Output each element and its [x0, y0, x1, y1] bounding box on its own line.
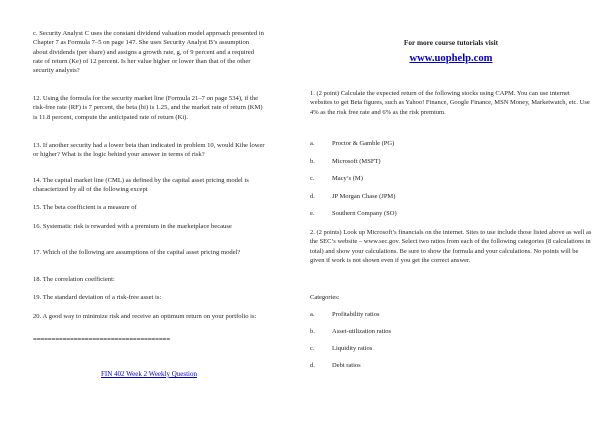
stock-letter: b.	[310, 158, 315, 165]
question-17: 17. Which of the following are assumptions of the capital asset pricing model?	[33, 249, 241, 256]
stock-name: Microsoft (MSFT)	[332, 158, 381, 165]
question-14: 14. The capital market line (CML) as defined by the capital asset pricing model is characterized by all of the following except	[33, 177, 249, 194]
question-2: 2. (2 points) Look up Microsoft’s financials on the internet. Sites to use include those listed above as well as the SEC’s website – www.sec.gov. Select two ratios from each of the following categories (8 calculations in total) and show your calculations. Be sure to show the formula and your calculations. No points will be given if work is not shown even if you get the correct answer.	[310, 229, 592, 265]
promo-url-link[interactable]: www.uophelp.com	[409, 53, 493, 64]
category-name: Profitability ratios	[332, 311, 380, 318]
question-18: 18. The correlation coefficient:	[33, 276, 115, 283]
category-name: Asset-utilization ratios	[332, 328, 392, 335]
question-13: 13. If another security had a lower beta than indicated in problem 10, would Kihe lower or higher? What is the logic behind your answer in terms of risk?	[33, 142, 265, 159]
stock-letter: a.	[310, 140, 315, 147]
category-name: Liquidity ratios	[332, 345, 373, 352]
question-16: 16. Systematic risk is rewarded with a premium in the marketplace because	[33, 223, 232, 230]
question-12: 12. Using the formula for the security market line (Formula 21–7 on page 534), if the risk-free rate (RF) is 7 percent, the beta (bi) is 1.25, and the market rate of return (KM) is 11.8 percent, compute the anticipated rate of return (Ki).	[33, 95, 263, 121]
promo-text: For more course tutorials visit	[403, 38, 499, 47]
stock-name: Macy’s (M)	[332, 175, 363, 182]
paragraph-11c: c. Security Analyst C uses the constant dividend valuation model approach presented in Chapter 7 as Formula 7–5 on page 147. She uses Security Analyst B’s assumption about dividends (per share) and assigns a growth rate, g, of 9 percent and a required rate of return (Ke) of 12 percent. Is her value higher or lower than that of the other security analysts?	[33, 30, 264, 75]
stock-name: Proctor & Gamble (PG)	[332, 140, 395, 147]
document-page: c. Security Analyst C uses the constant dividend valuation model approach presented in Chapter 7 as Formula 7–5 on page 147. She uses Security Analyst B’s assumption about dividends (per share) and assigns a growth rate, g, of 9 percent and a required rate of return (Ke) of 12 percent. Is her value higher or lower than that of the other security analysts? 12. Using the formula for the security market line (Formula 21–7 on page 534), if the risk-free rate (RF) is 7 percent, the beta (bi) is 1.25, and the market rate of return (KM) is 11.8 percent, compute the anticipated rate of return (Ki). 13. If another security had a lower beta than indicated in problem 10, would Kihe lower or higher? What is the logic behind your answer in terms of risk? 14. The capital market line (CML) as defined by the capital asset pricing model is characterized by all of the following except 15. The beta coefficient is a measure of 16. Systematic risk is rewarded with a premium in the marketplace because 17. Which of the following are assumptions of the capital asset pricing model? 18. The correlation coefficient: 19. The standard deviation of a risk-free asset is: 20. A good way to minimize risk and receive an optimum return on your portfolio is: ===================================== FIN 402 Week 2 Weekly Question For more course tutorials visit www.uophelp.com 1. (2 point) Calculate the expected return of the following stocks using CAPM. You can use internet websites to get Beta figures, such as Yahoo! Finance, Google Finance, MSN Money, Marketwatch, etc. Use 4% as the risk free rate and 6% as the risk premium. a. Proctor & Gamble (PG) b. Microsoft (MSFT) c. Macy’s (M) d. JP Morgan Chase (JPM) e. Southern Company (SO) 2. (2 points) Look up Microsoft’s financials on the internet. Sites to use include those listed above as well as the SEC’s website – www.sec.gov. Select two ratios from each of the following categories (8 calculations in total) and show your calculations. Be sure to show the formula and your calculations. No points will be given if work is not shown even if you get the correct answer. Categories: a. Profitability ratios b. Asset-utilization ratios c. Liquidity ratios d. Debt ratios	[33, 30, 592, 378]
course-link[interactable]: FIN 402 Week 2 Weekly Question	[100, 370, 198, 378]
stock-letter: c.	[310, 175, 315, 182]
question-1: 1. (2 point) Calculate the expected return of the following stocks using CAPM. You can use internet websites to get Beta figures, such as Yahoo! Finance, Google Finance, MSN Money, Marketwatch, etc. Use 4% as the risk free rate and 6% as the risk premium.	[310, 90, 590, 116]
question-19: 19. The standard deviation of a risk-free asset is:	[33, 294, 162, 301]
question-20: 20. A good way to minimize risk and receive an optimum return on your portfolio is:	[33, 313, 257, 320]
stock-name: Southern Company (SO)	[332, 210, 397, 217]
separator-line: =====================================	[33, 336, 170, 343]
question-15: 15. The beta coefficient is a measure of	[33, 204, 137, 211]
category-letter: a.	[310, 311, 315, 318]
category-letter: c.	[310, 345, 315, 352]
category-name: Debt ratios	[332, 362, 361, 369]
stock-letter: d.	[310, 193, 315, 200]
stock-name: JP Morgan Chase (JPM)	[332, 193, 396, 200]
stock-letter: e.	[310, 210, 315, 217]
category-letter: d.	[310, 362, 315, 369]
category-letter: b.	[310, 328, 315, 335]
